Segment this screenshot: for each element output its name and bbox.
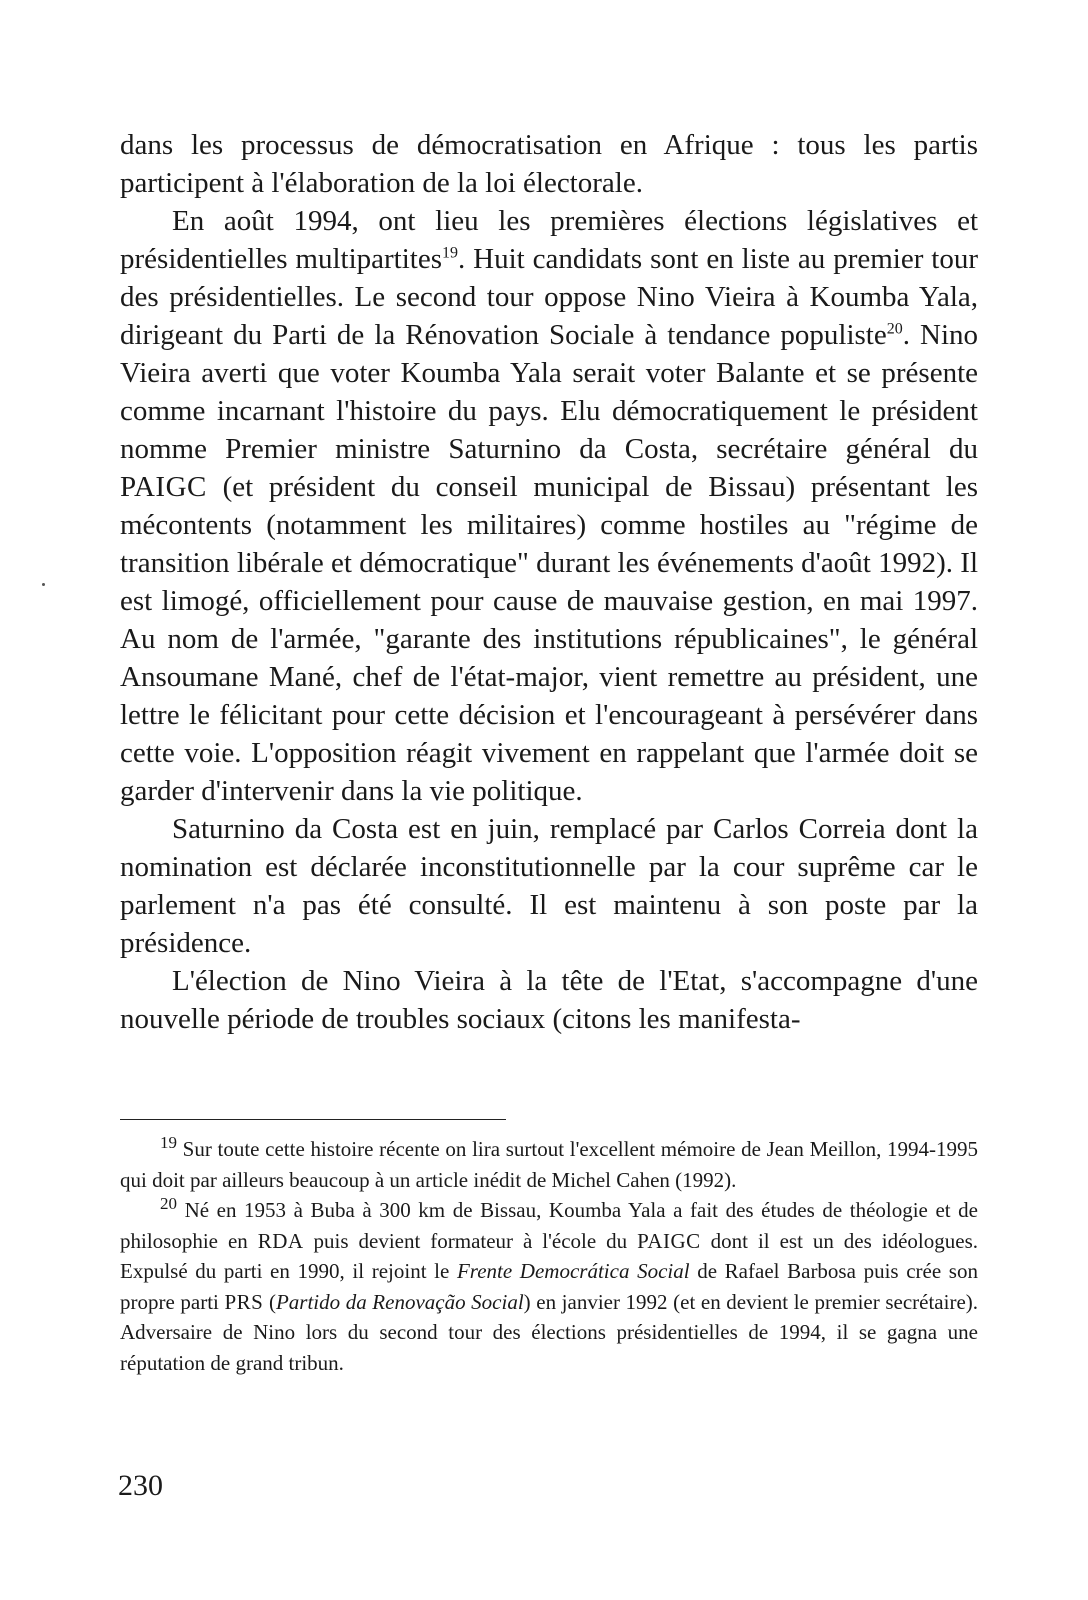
- footnote-20: $^{20}$ Né en 1953 à Buba à 300 km de Bissau, Koumba Yala a fait des études de théologie et de philosophie en RDA puis devient formateur à l'école du PAIGC dont il est un des idéologues. Expulsé du parti en 1990, il rejoint le Frente Democrática Social de Rafael Barbosa puis crée son propre parti PRS (Partido da Renovação Social) en janvier 1992 (et en devient le premier secrétaire). Adversaire de Nino lors du second tour des élections présidentielles de 1994, il se gagna une réputation de grand tribun.: [120, 1194, 979, 1375]
- main-text: [120, 126, 978, 1038]
- paragraph-4: L'élection de Nino Vieira à la tête de l'Etat, s'accompagne d'une nouvelle période de troubles sociaux (citons les manifesta-: [120, 965, 978, 1035]
- paragraph-2: En août 1994, ont lieu les premières élections législatives et présidentielles multipartites$^{19}$. Huit candidats sont en liste au premier tour des présidentielles. Le second tour oppose Nino Vieira à Koumba Yala, dirigeant du Parti de la Rénovation Sociale à tendance populiste$^{20}$. Nino Vieira averti que voter Koumba Yala serait voter Balante et se présente comme incarnant l'histoire du pays. Elu démocratiquement le président nomme Premier ministre Saturnino da Costa, secrétaire général du PAIGC (et président du conseil municipal de Bissau) présentant les mécontents (notamment les militaires) comme hostiles au "régime de transition libérale et démocratique" durant les événements d'août 1992). Il est limogé, officiellement pour cause de mauvaise gestion, en mai 1997. Au nom de l'armée, "garante des institutions républicaines", le général Ansoumane Mané, chef de l'état-major, vient remettre au président, une lettre le félicitant pour cette décision et l'encourageant à persévérer dans cette voie. L'opposition réagit vivement en rappelant que l'armée doit se garder d'intervenir dans la vie politique.: [120, 205, 978, 807]
- party-name-italic: Partido da Renovação Social: [275, 1289, 524, 1314]
- acronym-paigc: PAIGC: [120, 471, 207, 503]
- paragraph-1: dans les processus de démocratisation en Afrique : tous les partis participent à l'élaboration de la loi électorale.: [120, 129, 978, 199]
- acronym-paigc: PAIGC: [637, 1228, 701, 1253]
- footnote-ref-19: 19: [442, 244, 459, 262]
- footnote-number: 20: [160, 1194, 177, 1213]
- paragraph-3: Saturnino da Costa est en juin, remplacé par Carlos Correia dont la nomination est déclarée inconstitutionnelle par la cour suprême car le parlement n'a pas été consulté. Il est maintenu à son poste par la présidence.: [120, 813, 978, 959]
- acronym-rda: RDA: [257, 1228, 304, 1253]
- footnote-ref-20: 20: [886, 320, 903, 338]
- footnote-19: $^{19}$ Sur toute cette histoire récente on lira surtout l'excellent mémoire de Jean Meillon, 1994-1995 qui doit par ailleurs beaucoup à un article inédit de Michel Cahen (1992).: [120, 1133, 978, 1192]
- acronym-prs: PRS: [224, 1289, 264, 1314]
- footnotes: [120, 1134, 978, 1378]
- footnote-number: 19: [160, 1133, 177, 1152]
- page-number: 230: [118, 1469, 163, 1502]
- party-name-italic: Frente Democrática Social: [456, 1259, 690, 1283]
- scan-speck: [42, 583, 45, 586]
- footnote-separator: [120, 1119, 506, 1120]
